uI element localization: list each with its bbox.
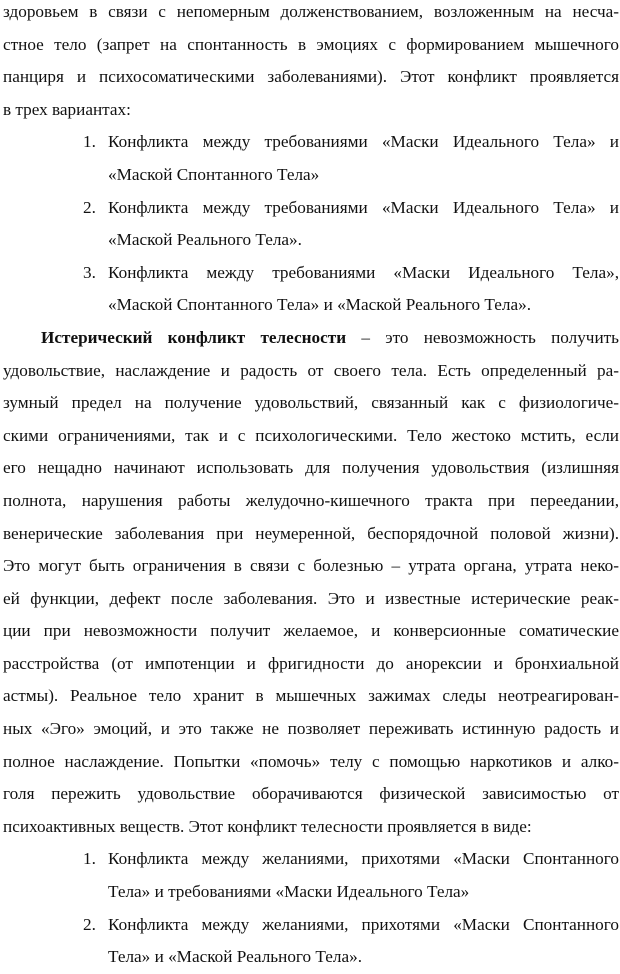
text-line: Конфликта между требованиями «Маски Идеального Тела» и [108, 132, 619, 152]
conflict-variants-list-2 [3, 843, 619, 973]
list-item [3, 126, 619, 191]
text-line: Это могут быть ограничения в связи с болезнью – утрата органа, утрата неко- [3, 556, 619, 576]
text-line: полнота, нарушения работы желудочно-кишечного тракта при переедании, [3, 490, 619, 510]
list-number: 2. [83, 914, 96, 934]
text-line: астмы). Реальное тело хранит в мышечных зажимах следы неотреагирован- [3, 686, 619, 706]
text-line: Конфликта между требованиями «Маски Идеального Тела» и [108, 197, 619, 217]
list-number: 1. [83, 132, 96, 152]
list-item [3, 843, 619, 908]
text-line: «Маской Реального Тела». [108, 230, 302, 250]
text-line: Тела» и требованиями «Маски Идеального Тела» [108, 882, 470, 902]
intro-paragraph [3, 0, 619, 126]
text-line: расстройства (от импотенции и фригидности до анорексии и бронхиальной [3, 653, 619, 673]
text-line: его нещадно начинают использовать для получения удовольствия (излишняя [3, 458, 619, 478]
list-number: 1. [83, 849, 96, 869]
bold-term: Истерический конфликт телесности [41, 327, 347, 347]
list-number: 2. [83, 197, 96, 217]
text-line: венерические заболевания при неумеренной, беспорядочной половой жизни). [3, 523, 619, 543]
text-line: голя пережить удовольствие оборачиваются физической зависимостью от [3, 784, 619, 804]
term-definition: – это невозможность получить [346, 327, 619, 347]
text-line: ных «Эго» эмоций, и это также не позволяет переживать истинную радость и [3, 719, 619, 739]
text-line: ции при невозможности получит желаемое, и конверсионные соматические [3, 621, 619, 641]
text-line: здоровьем в связи с непомерным долженствованием, возложенным на несча- [3, 2, 619, 21]
text-line: психоактивных веществ. Этот конфликт телесности проявляется в виде: [3, 816, 532, 836]
text-line: удовольствие, наслаждение и радость от своего тела. Есть определенный ра- [3, 360, 619, 380]
text-line: Конфликта между желаниями, прихотями «Маски Спонтанного [108, 914, 619, 934]
list-item [3, 257, 619, 322]
text-line: скими ограничениями, так и с психологическими. Тело жестоко мстить, если [3, 425, 619, 445]
text-line: «Маской Спонтанного Тела» [108, 164, 320, 184]
text-line: зумный предел на получение удовольствий, связанный как с физиологиче- [3, 393, 619, 413]
text-line: стное тело (запрет на спонтанность в эмоциях с формированием мышечного [3, 34, 619, 54]
text-line: Конфликта между желаниями, прихотями «Маски Спонтанного [108, 849, 619, 869]
text-line: Тела» и «Маской Реального Тела». [108, 947, 363, 967]
conflict-variants-list-1 [3, 126, 619, 322]
text-line: Конфликта между требованиями «Маски Идеального Тела», [108, 262, 619, 282]
hysterical-conflict-paragraph [3, 322, 619, 844]
text-line: «Маской Спонтанного Тела» и «Маской Реального Тела». [108, 295, 532, 315]
list-number: 3. [83, 262, 96, 282]
text-line: полное наслаждение. Попытки «помочь» телу с помощью наркотиков и алко- [3, 751, 619, 771]
list-item [3, 192, 619, 257]
text-line [3, 322, 619, 355]
text-line: ей функции, дефект после заболевания. Это и известные истерические реак- [3, 588, 619, 608]
document-page [3, 0, 619, 974]
text-line: панциря и психосоматическими заболеваниями). Этот конфликт проявляется [3, 67, 619, 87]
list-item [3, 909, 619, 974]
text-line: в трех вариантах: [3, 99, 131, 119]
